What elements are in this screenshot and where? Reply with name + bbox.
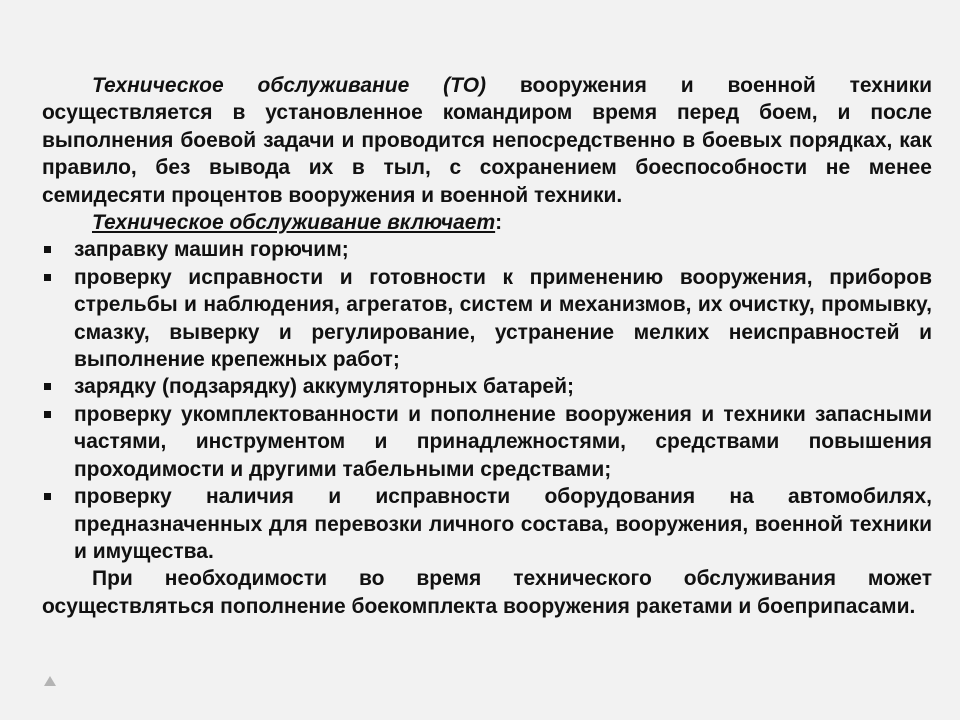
slide-content: [42, 72, 932, 620]
closing-paragraph: При необходимости во время технического обслуживания может осуществляться пополнение боекомплекта вооружения ракетами и боеприпасами.: [42, 567, 932, 618]
list-item-text: зарядку (подзарядку) аккумуляторных батарей;: [74, 375, 574, 399]
intro-text: вооружения и военной техники осуществляется в установленное командиром время перед боем, и после выполнения боевой задачи и проводится непосредственно в боевых порядках, как правило, без вывода их в тыл, с сохранением боеспособности не менее семидесяти процентов вооружения и военной техники.: [42, 74, 932, 207]
list-item-text: проверку наличия и исправности оборудования на автомобилях, предназначенных для перевозки личного состава, вооружения, военной техники и имущества.: [74, 485, 932, 563]
list-item: [42, 483, 932, 565]
list-item: [42, 236, 932, 263]
intro-paragraph: [42, 72, 932, 209]
bullet-square-icon: [44, 411, 51, 418]
subheading: [92, 209, 932, 236]
list-item-text: проверку исправности и готовности к применению вооружения, приборов стрельбы и наблюдения, агрегатов, систем и механизмов, их очистку, промывку, смазку, выверку и регулирование, устранение мелких неисправностей и выполнение крепежных работ;: [74, 265, 932, 372]
list-item: [42, 264, 932, 374]
list-item-text: проверку укомплектованности и пополнение вооружения и техники запасными частями, инструментом и принадлежностями, средствами повышения проходимости и другими табельными средствами;: [74, 402, 932, 481]
bullet-square-icon: [44, 246, 51, 253]
subheading-text: Техническое обслуживание включает: [92, 211, 496, 235]
slide-navigation-icon[interactable]: [44, 676, 56, 686]
bullet-list: [42, 236, 932, 565]
intro-term: Техническое обслуживание (ТО): [92, 74, 487, 97]
bullet-square-icon: [44, 383, 51, 390]
list-item: [42, 373, 932, 400]
list-item: [42, 401, 932, 483]
subheading-colon: :: [495, 211, 503, 235]
bullet-square-icon: [44, 274, 51, 281]
bullet-square-icon: [44, 493, 51, 500]
list-item-text: заправку машин горючим;: [74, 238, 349, 262]
